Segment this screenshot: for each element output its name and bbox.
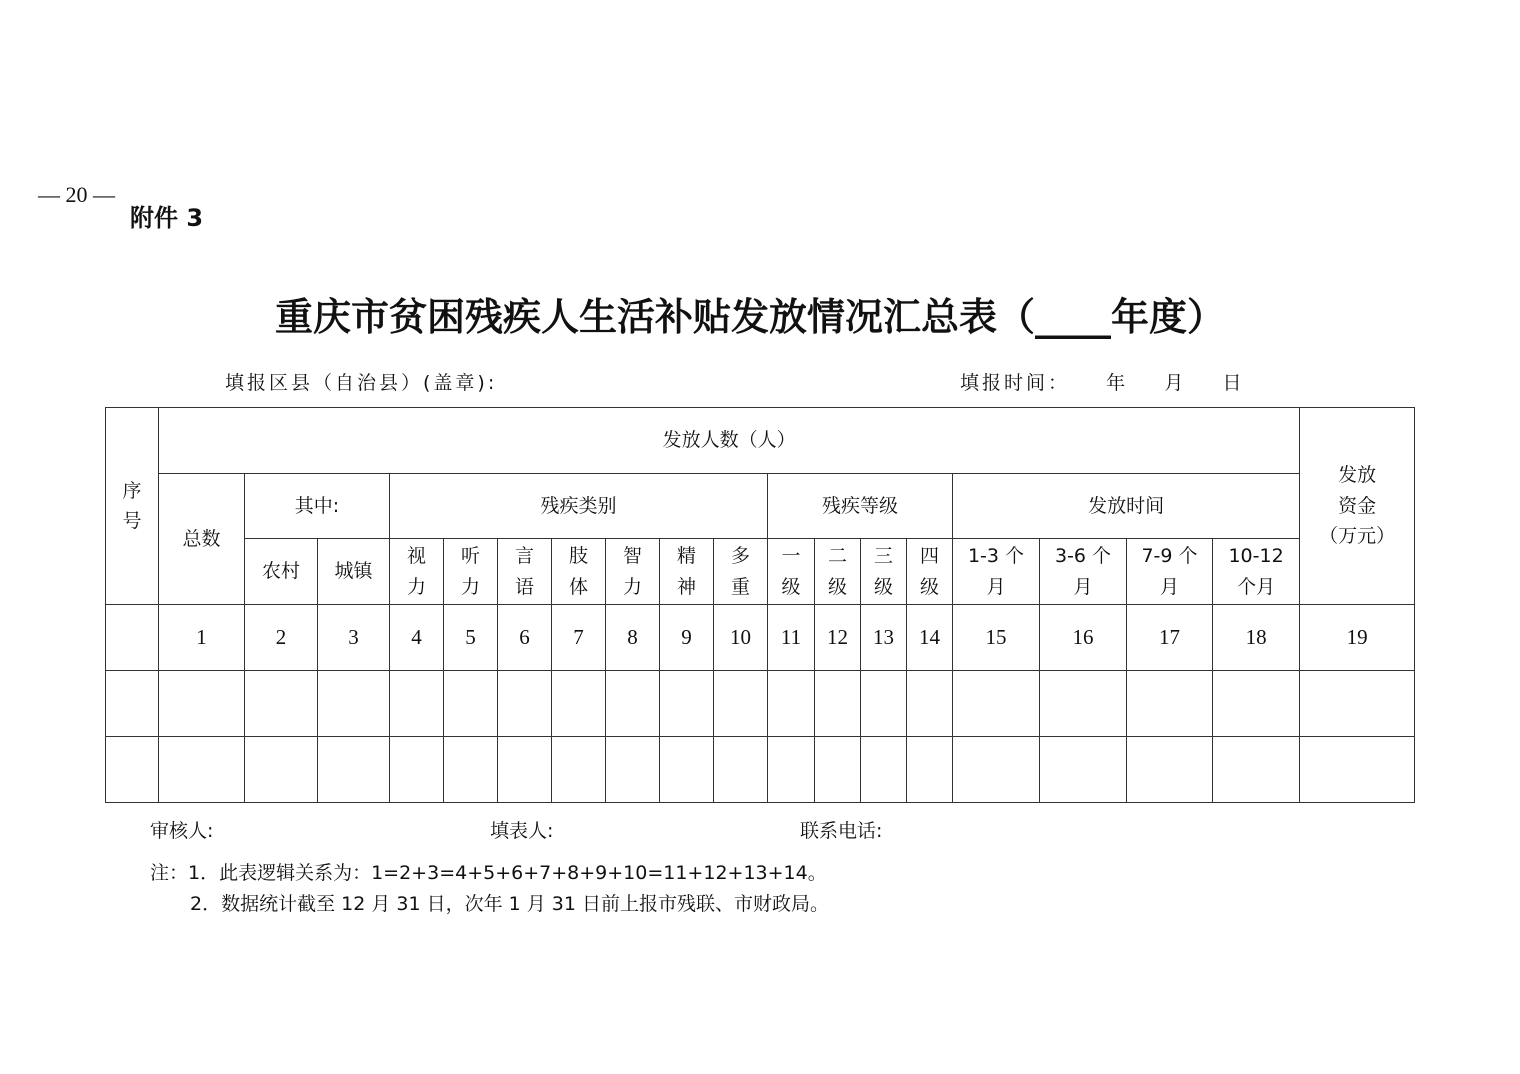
- district-field-label: 填报区县（自治县）(盖章):: [225, 372, 498, 394]
- empty-cell[interactable]: [1300, 737, 1415, 803]
- column-number: 12: [815, 605, 861, 671]
- category-header: 残疾类别: [390, 474, 768, 539]
- category-physical: 肢 体: [552, 539, 606, 605]
- grade-one: 一 级: [768, 539, 815, 605]
- time-3-6: 3-6 个 月: [1040, 539, 1127, 605]
- rural-header: 农村: [245, 539, 318, 605]
- empty-cell[interactable]: [815, 737, 861, 803]
- phone-label: 联系电话:: [800, 820, 883, 842]
- empty-cell[interactable]: [1040, 737, 1127, 803]
- category-hearing: 听 力: [444, 539, 498, 605]
- fund-header: 发放 资金 （万元）: [1300, 408, 1415, 605]
- empty-cell[interactable]: [953, 737, 1040, 803]
- empty-cell[interactable]: [815, 671, 861, 737]
- empty-cell[interactable]: [552, 671, 606, 737]
- total-header: 总数: [159, 474, 245, 605]
- document-title: 重庆市贫困残疾人生活补贴发放情况汇总表（____年度）: [274, 294, 1225, 339]
- column-number: 1: [159, 605, 245, 671]
- category-intellectual: 智 力: [606, 539, 660, 605]
- empty-cell[interactable]: [318, 671, 390, 737]
- empty-cell[interactable]: [714, 737, 768, 803]
- grade-header: 残疾等级: [768, 474, 953, 539]
- column-number: 4: [390, 605, 444, 671]
- grade-two: 二 级: [815, 539, 861, 605]
- column-number: 15: [953, 605, 1040, 671]
- category-speech: 言 语: [498, 539, 552, 605]
- column-number: 3: [318, 605, 390, 671]
- column-number: 7: [552, 605, 606, 671]
- empty-cell[interactable]: [660, 737, 714, 803]
- empty-cell[interactable]: [159, 737, 245, 803]
- seq-cell: [106, 605, 159, 671]
- of-which-header: 其中:: [245, 474, 390, 539]
- empty-cell[interactable]: [106, 737, 159, 803]
- empty-cell[interactable]: [1213, 737, 1300, 803]
- empty-cell[interactable]: [768, 737, 815, 803]
- empty-cell[interactable]: [245, 737, 318, 803]
- empty-cell[interactable]: [444, 671, 498, 737]
- empty-cell[interactable]: [953, 671, 1040, 737]
- empty-cell[interactable]: [1127, 737, 1213, 803]
- column-number: 10: [714, 605, 768, 671]
- grade-three: 三 级: [861, 539, 907, 605]
- attachment-label: 附件 3: [130, 204, 204, 232]
- reviewer-label: 审核人:: [150, 820, 214, 842]
- filler-label: 填表人:: [490, 820, 554, 842]
- time-1-3: 1-3 个 月: [953, 539, 1040, 605]
- empty-cell[interactable]: [444, 737, 498, 803]
- column-number: 19: [1300, 605, 1415, 671]
- empty-cell[interactable]: [318, 737, 390, 803]
- empty-cell[interactable]: [552, 737, 606, 803]
- grade-four: 四 级: [907, 539, 953, 605]
- category-multiple: 多 重: [714, 539, 768, 605]
- category-vision: 视 力: [390, 539, 444, 605]
- urban-header: 城镇: [318, 539, 390, 605]
- issued-count-header: 发放人数（人）: [159, 408, 1300, 474]
- fill-date-label: 填报时间： 年 月 日: [960, 372, 1245, 394]
- empty-cell[interactable]: [714, 671, 768, 737]
- empty-cell[interactable]: [1127, 671, 1213, 737]
- column-number: 18: [1213, 605, 1300, 671]
- empty-cell[interactable]: [861, 737, 907, 803]
- time-10-12: 10-12 个月: [1213, 539, 1300, 605]
- empty-cell[interactable]: [1300, 671, 1415, 737]
- empty-cell[interactable]: [159, 671, 245, 737]
- empty-cell[interactable]: [1213, 671, 1300, 737]
- page-number: — 20 —: [38, 182, 115, 207]
- column-number: 11: [768, 605, 815, 671]
- column-number: 16: [1040, 605, 1127, 671]
- time-header: 发放时间: [953, 474, 1300, 539]
- empty-cell[interactable]: [660, 671, 714, 737]
- column-number: 8: [606, 605, 660, 671]
- empty-cell[interactable]: [768, 671, 815, 737]
- column-number-row: [106, 605, 1415, 671]
- table-row: [106, 737, 1415, 803]
- seq-header: 序 号: [106, 408, 159, 605]
- empty-cell[interactable]: [606, 671, 660, 737]
- column-number: 17: [1127, 605, 1213, 671]
- empty-cell[interactable]: [606, 737, 660, 803]
- empty-cell[interactable]: [861, 671, 907, 737]
- column-number: 6: [498, 605, 552, 671]
- empty-cell[interactable]: [390, 671, 444, 737]
- table-row: [106, 671, 1415, 737]
- empty-cell[interactable]: [498, 671, 552, 737]
- time-7-9: 7-9 个 月: [1127, 539, 1213, 605]
- note-2: 2．数据统计截至 12 月 31 日，次年 1 月 31 日前上报市残联、市财政局。: [190, 893, 830, 915]
- summary-table: [105, 407, 1415, 803]
- category-mental: 精 神: [660, 539, 714, 605]
- column-number: 13: [861, 605, 907, 671]
- empty-cell[interactable]: [498, 737, 552, 803]
- column-number: 9: [660, 605, 714, 671]
- column-number: 14: [907, 605, 953, 671]
- column-number: 5: [444, 605, 498, 671]
- column-number: 2: [245, 605, 318, 671]
- empty-cell[interactable]: [1040, 671, 1127, 737]
- empty-cell[interactable]: [907, 737, 953, 803]
- empty-cell[interactable]: [245, 671, 318, 737]
- empty-cell[interactable]: [907, 671, 953, 737]
- empty-cell[interactable]: [390, 737, 444, 803]
- note-1: 注：1．此表逻辑关系为：1=2+3=4+5+6+7+8+9+10=11+12+13+14。: [150, 862, 827, 884]
- empty-cell[interactable]: [106, 671, 159, 737]
